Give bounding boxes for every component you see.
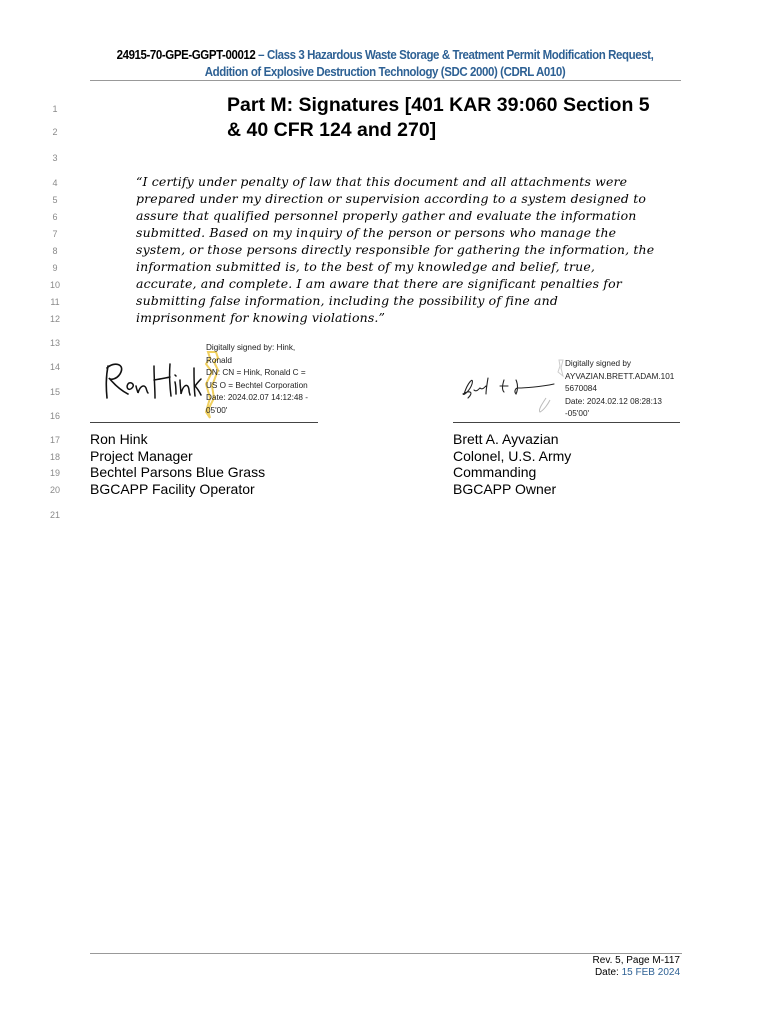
digital-seal-icon (555, 358, 565, 378)
line-number: 2 (52, 127, 58, 137)
footer-date-label: Date: (594, 966, 622, 978)
line-number: 1 (52, 104, 58, 114)
page-footer (480, 955, 680, 978)
signatory-block-left (90, 431, 330, 497)
signature-line-left (90, 422, 318, 423)
line-number: 17 (49, 435, 60, 445)
doc-id: 24915-70-GPE-GGPT-00012 (116, 48, 256, 62)
line-number: 14 (49, 362, 60, 372)
footer-date (480, 967, 680, 979)
digital-signature-line: Date: 2024.02.12 08:28:13 (565, 396, 662, 406)
signatory-position: BGCAPP Owner (453, 480, 557, 497)
certification-line: submitted. Based on my inquiry of the person or persons who manage the (136, 225, 617, 240)
signatory-org: Commanding (453, 464, 537, 481)
digital-signature-line: US O = Bechtel Corporation (206, 380, 308, 390)
certification-line: system, or those persons directly responsible for gathering the information, the (136, 242, 655, 257)
signatory-name: Ron Hink (90, 431, 148, 447)
line-number: 12 (49, 314, 60, 324)
page-header (31, 47, 739, 81)
certification-line: submitting false information, including the possibility of fine and (136, 293, 558, 308)
header-title-2: Addition of Explosive Destruction Technology (SDC 2000) (CDRL A010) (204, 65, 566, 79)
digital-signature-line: 5670084 (565, 384, 597, 393)
digital-signature-info-right (565, 358, 685, 421)
digital-signature-line: -05'00' (565, 409, 590, 418)
digital-signature-line: 05'00' (206, 405, 228, 415)
signature-line-right (453, 422, 680, 423)
handwritten-signature-left (98, 358, 202, 406)
signatory-name: Brett A. Ayvazian (453, 431, 559, 447)
digital-signature-line: DN: CN = Hink, Ronald C = (206, 368, 306, 377)
line-number: 11 (50, 297, 60, 307)
header-rule (90, 80, 681, 81)
digital-signature-line: Digitally signed by: Hink, (206, 343, 296, 352)
line-number: 8 (52, 246, 58, 256)
line-number: 6 (52, 212, 58, 222)
signature-brett-ayvazian-icon (460, 370, 564, 416)
header-line-1 (31, 47, 739, 64)
footer-rule (90, 953, 682, 954)
signatory-position: BGCAPP Facility Operator (90, 480, 255, 497)
digital-signature-line: Digitally signed by (565, 359, 631, 368)
line-number: 18 (49, 452, 60, 462)
certification-line: “I certify under penalty of law that this document and all attachments were (136, 174, 628, 189)
certification-statement (136, 173, 655, 326)
certification-line: imprisonment for knowing violations.” (136, 310, 386, 325)
line-number: 20 (49, 485, 60, 495)
signatory-role: Project Manager (90, 447, 193, 464)
line-number: 19 (49, 468, 60, 478)
digital-signature-line: Date: 2024.02.07 14:12:48 - (206, 393, 308, 402)
digital-signature-line: AYVAZIAN.BRETT.ADAM.101 (565, 371, 675, 381)
line-number: 9 (52, 263, 58, 273)
footer-revision: Rev. 5, Page M-117 (592, 955, 680, 966)
line-number: 13 (49, 338, 60, 348)
line-number: 4 (52, 178, 58, 188)
certification-line: assure that qualified personnel properly gather and evaluate the information (136, 208, 637, 223)
line-number: 16 (49, 411, 60, 421)
section-title-line-1: Part M: Signatures [401 KAR 39:060 Section 5 (227, 94, 650, 116)
line-number: 21 (49, 510, 60, 520)
signatory-role: Colonel, U.S. Army (453, 447, 572, 464)
section-title-line-2: & 40 CFR 124 and 270] (227, 119, 437, 141)
line-number: 3 (52, 153, 58, 163)
header-title-1: Class 3 Hazardous Waste Storage & Treatment Permit Modification Request, (266, 48, 654, 62)
signatory-block-right (453, 431, 683, 497)
handwritten-signature-right (460, 370, 564, 416)
digital-signature-info-left (206, 342, 326, 417)
line-number: 7 (52, 229, 58, 239)
digital-seal-right (555, 358, 565, 378)
certification-line: accurate, and complete. I am aware that there are significant penalties for (136, 276, 622, 291)
signatory-org: Bechtel Parsons Blue Grass (90, 464, 266, 481)
digital-signature-line: Ronald (206, 355, 232, 365)
footer-date-value: 15 FEB 2024 (621, 966, 680, 978)
header-separator: – (255, 48, 267, 62)
line-number: 10 (49, 280, 60, 290)
section-title (227, 93, 677, 143)
line-number: 5 (52, 195, 58, 205)
signature-ron-hink-icon (98, 358, 202, 406)
line-number: 15 (49, 387, 60, 397)
certification-line: prepared under my direction or supervision according to a system designed to (136, 191, 647, 206)
certification-line: information submitted is, to the best of my knowledge and belief, true, (136, 259, 596, 274)
